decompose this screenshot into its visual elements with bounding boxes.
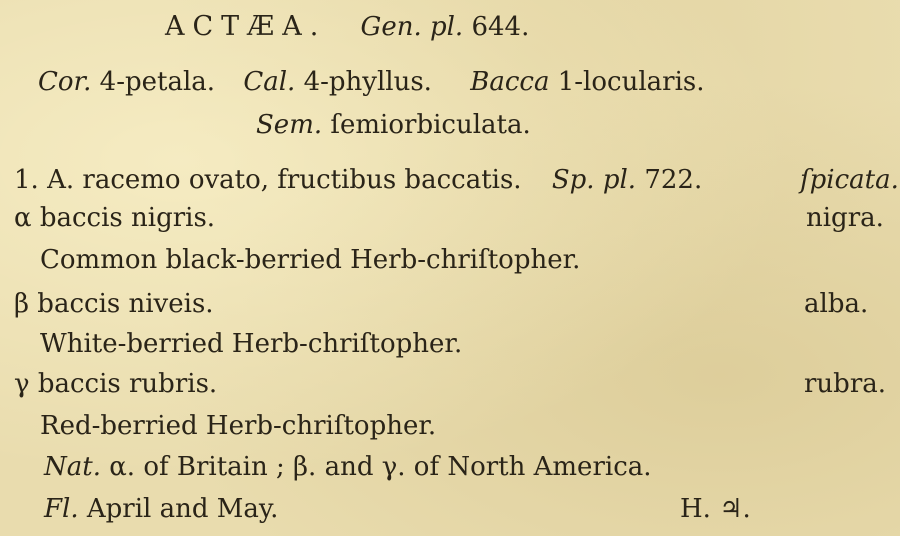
variety-gamma: [14, 369, 217, 399]
seed-label: Sem.: [256, 110, 323, 140]
native-america: β. and γ. of North America.: [293, 452, 652, 482]
seed-character: [256, 110, 531, 140]
species-description: A. racemo ovato, fructibus baccatis.: [47, 165, 522, 195]
variety-latin: baccis niveis.: [37, 289, 214, 319]
seed-text: ſemiorbiculata.: [330, 110, 531, 140]
flowering-line: [44, 494, 278, 524]
hardiness-note: H. ♃.: [680, 494, 751, 524]
variety-name: nigra.: [806, 203, 884, 233]
variety-english: Red-berried Herb-chriſtopher.: [40, 411, 437, 441]
native-britain: α. of Britain ;: [109, 452, 285, 482]
species-reference: Sp. pl.: [551, 165, 637, 195]
variety-name: rubra.: [804, 369, 887, 399]
variety-alpha: [14, 203, 215, 233]
genus-header: [165, 12, 529, 42]
flowering-time: April and May.: [86, 494, 279, 524]
variety-beta: [14, 289, 214, 319]
variety-marker: α: [14, 203, 32, 233]
genus-title: ACTÆA.: [165, 11, 327, 42]
genus-reference: Gen. pl.: [360, 12, 464, 42]
variety-english: White-berried Herb-chriſtopher.: [40, 329, 463, 359]
genus-reference-number: 644.: [471, 12, 530, 42]
species-line: [14, 165, 702, 195]
native-line: [44, 452, 652, 482]
berry-label: Bacca: [470, 67, 550, 97]
variety-name: alba.: [804, 289, 869, 319]
variety-marker: γ: [14, 369, 30, 399]
calyx-text: 4-phyllus.: [303, 67, 432, 97]
native-label: Nat.: [44, 452, 101, 482]
generic-characters: [38, 67, 705, 97]
flowering-label: Fl.: [44, 494, 79, 524]
corolla-label: Cor.: [38, 67, 92, 97]
species-reference-number: 722.: [644, 165, 703, 195]
calyx-label: Cal.: [243, 67, 296, 97]
variety-latin: baccis nigris.: [39, 203, 216, 233]
variety-latin: baccis rubris.: [37, 369, 218, 399]
variety-english: Common black-berried Herb-chriſtopher.: [40, 245, 581, 275]
variety-marker: β: [14, 289, 30, 319]
berry-text: 1-locularis.: [557, 67, 705, 97]
corolla-text: 4-petala.: [99, 67, 216, 97]
species-name: ſpicata.: [800, 165, 899, 195]
species-number: 1.: [14, 165, 39, 195]
